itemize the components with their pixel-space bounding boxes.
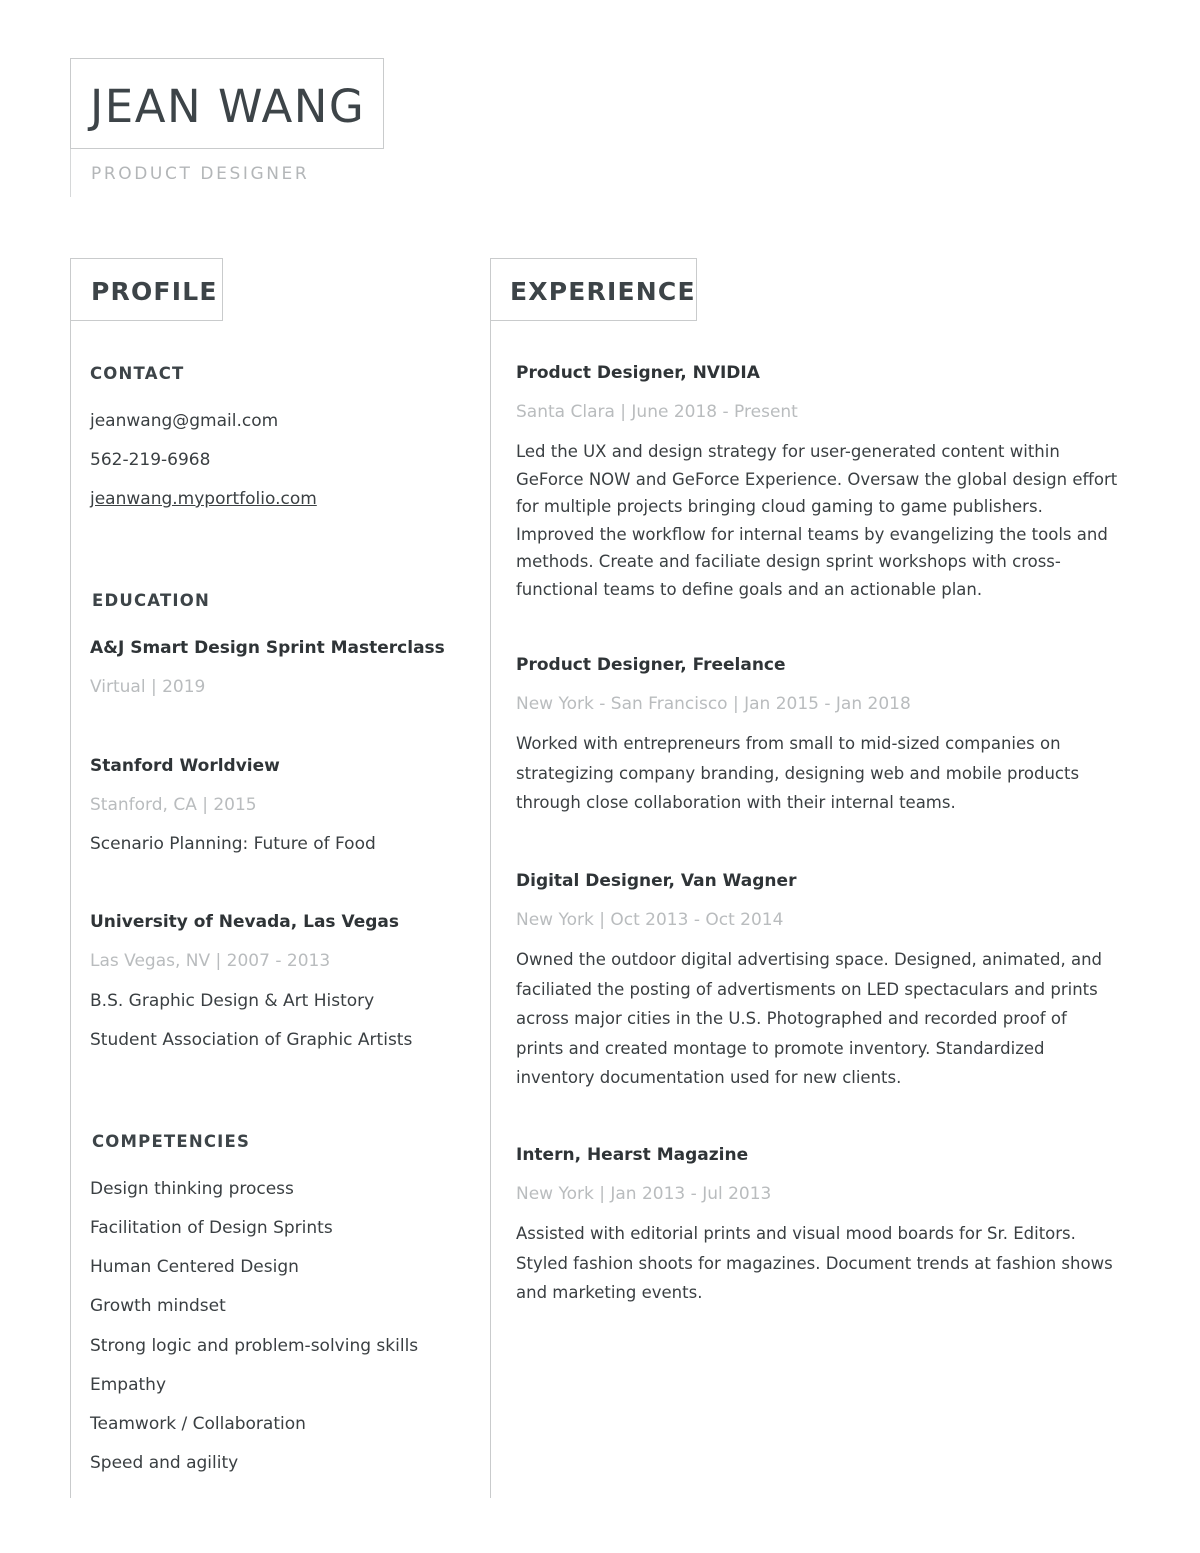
job-title: Digital Designer, Van Wagner (516, 871, 797, 891)
competency-item: Strong logic and problem-solving skills (90, 1336, 419, 1356)
header-divider (70, 149, 71, 197)
job-title: PRODUCT DESIGNER (91, 164, 310, 184)
education-detail: B.S. Graphic Design & Art History (90, 991, 375, 1011)
job-description: Owned the outdoor digital advertising space. Designed, animated, and faciliated the posting of advertisments on LED spectaculars and prints across major cities in the U.S. Photographed and recorded proof of prints and created montage to promote inventory. Standardized inventory documentation used for new clients. (516, 950, 1103, 1087)
contact-website-link[interactable]: jeanwang.myportfolio.com (90, 489, 317, 509)
education-school: Stanford Worldview (90, 756, 280, 776)
education-meta: Virtual | 2019 (90, 677, 206, 697)
education-heading: EDUCATION (92, 591, 210, 610)
education-detail: Scenario Planning: Future of Food (90, 834, 376, 854)
candidate-name: JEAN WANG (90, 80, 366, 133)
job-meta: New York | Oct 2013 - Oct 2014 (516, 910, 784, 930)
competency-item: Teamwork / Collaboration (90, 1414, 306, 1434)
competency-item: Growth mindset (90, 1296, 226, 1316)
competency-item: Human Centered Design (90, 1257, 299, 1277)
job-description: Assisted with editorial prints and visual mood boards for Sr. Editors. Styled fashion shoots for magazines. Document trends at fashion shows and marketing events. (516, 1224, 1113, 1302)
education-detail: Student Association of Graphic Artists (90, 1030, 413, 1050)
contact-phone: 562-219-6968 (90, 450, 211, 470)
job-title: Product Designer, NVIDIA (516, 363, 760, 383)
job-title: Intern, Hearst Magazine (516, 1145, 749, 1165)
competencies-heading: COMPETENCIES (92, 1132, 251, 1151)
education-meta: Las Vegas, NV | 2007 - 2013 (90, 951, 331, 971)
education-meta: Stanford, CA | 2015 (90, 795, 257, 815)
education-school: A&J Smart Design Sprint Masterclass (90, 638, 445, 658)
job-description: Worked with entrepreneurs from small to mid-sized companies on strategizing company branding, designing web and mobile products through close collaboration with their internal teams. (516, 734, 1080, 812)
experience-column-rule (490, 321, 491, 1498)
job-meta: Santa Clara | June 2018 - Present (516, 402, 798, 422)
competency-item: Speed and agility (90, 1453, 239, 1473)
experience-heading: EXPERIENCE (510, 277, 696, 306)
contact-heading: CONTACT (90, 364, 185, 383)
competency-item: Facilitation of Design Sprints (90, 1218, 333, 1238)
job-meta: New York - San Francisco | Jan 2015 - Jan 2018 (516, 694, 911, 714)
job-title: Product Designer, Freelance (516, 655, 786, 675)
competency-item: Design thinking process (90, 1179, 294, 1199)
job-description: Led the UX and design strategy for user-generated content within GeForce NOW and GeForce Experience. Oversaw the global design effort for multiple projects bringing cloud gaming to game publishers. Improved the workflow for internal teams by evangelizing the tools and methods. Create and faciliate design sprint workshops with cross- functional teams to define goals and an actionable plan. (516, 442, 1118, 599)
profile-column-rule (70, 321, 71, 1498)
education-school: University of Nevada, Las Vegas (90, 912, 399, 932)
job-meta: New York | Jan 2013 - Jul 2013 (516, 1184, 772, 1204)
contact-email[interactable]: jeanwang@gmail.com (90, 411, 279, 431)
profile-heading: PROFILE (91, 277, 218, 306)
competency-item: Empathy (90, 1375, 167, 1395)
